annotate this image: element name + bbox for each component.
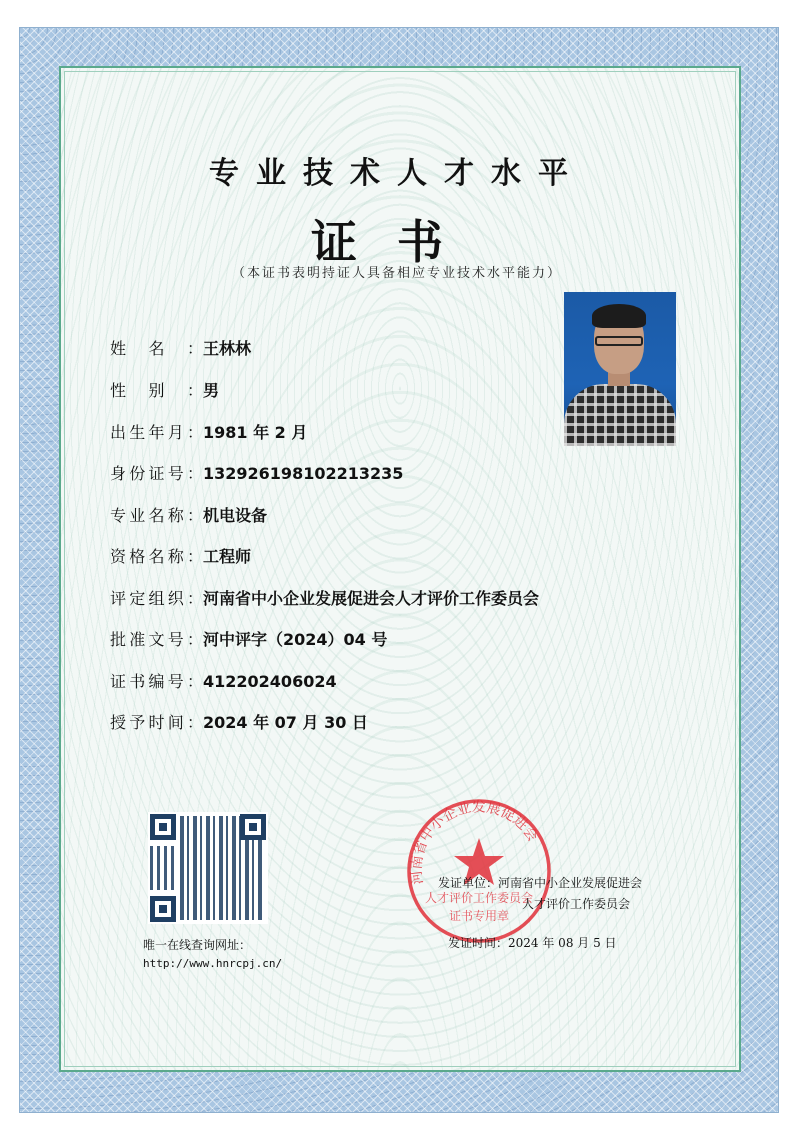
field-value: 412202406024 xyxy=(203,672,337,691)
certificate-title-line1: 专业技术人才水平 xyxy=(209,156,585,191)
issue-date xyxy=(448,934,617,951)
query-url[interactable]: http://www.hnrcpj.cn/ xyxy=(143,957,283,970)
field-value: 132926198102213235 xyxy=(203,464,404,483)
field-organization xyxy=(110,586,539,609)
field-value: 工程师 xyxy=(203,547,252,566)
field-label: 出生年月： xyxy=(110,423,203,442)
field-label: 证书编号： xyxy=(110,672,203,691)
field-label: 姓名： xyxy=(110,339,203,358)
query-label: 唯一在线查询网址： xyxy=(143,938,252,952)
field-qualification xyxy=(110,544,251,567)
field-label: 批准文号： xyxy=(110,630,203,649)
certificate-title-line2: 证书 xyxy=(311,215,483,269)
field-id-number xyxy=(110,461,403,484)
issuer-unit xyxy=(438,874,642,891)
field-value: 男 xyxy=(203,381,220,400)
issue-date-label: 发证时间： xyxy=(448,936,509,950)
seal-inner-text: 人才评价工作委员会 xyxy=(424,891,534,905)
issue-date-value: 2024 年 08 月 5 日 xyxy=(508,936,617,950)
field-grant-date xyxy=(110,710,368,733)
field-label: 身份证号： xyxy=(110,464,203,483)
holder-photo xyxy=(564,292,676,446)
field-specialty xyxy=(110,503,267,526)
field-label: 专业名称： xyxy=(110,506,203,525)
field-value: 王林林 xyxy=(203,339,252,358)
field-value: 1981 年 2 月 xyxy=(203,423,308,442)
field-value: 机电设备 xyxy=(203,506,268,525)
seal-bottom-text: 证书专用章 xyxy=(448,909,510,923)
field-value: 河中评字（2024）04 号 xyxy=(203,630,388,649)
field-label: 性别： xyxy=(110,381,203,400)
field-certificate-number xyxy=(110,669,337,692)
issuer-unit-label: 发证单位： xyxy=(438,876,499,890)
seal-outer-text: 河南省中小企业发展促进会 xyxy=(408,799,541,886)
issuer-unit-line2: 人才评价工作委员会 xyxy=(522,897,631,911)
field-birth xyxy=(110,420,307,443)
field-gender xyxy=(110,378,219,401)
field-value: 2024 年 07 月 30 日 xyxy=(203,713,368,732)
certificate-subtitle: （本证书表明持证人具备相应专业技术水平能力） xyxy=(231,266,562,281)
field-approval-number xyxy=(110,627,387,650)
official-seal xyxy=(404,796,554,946)
field-label: 资格名称： xyxy=(110,547,203,566)
field-label: 评定组织： xyxy=(110,589,203,608)
field-label: 授予时间： xyxy=(110,713,203,732)
issuer-unit-line1: 河南省中小企业发展促进会 xyxy=(498,876,643,890)
qr-code[interactable] xyxy=(148,812,268,924)
field-name xyxy=(110,336,251,359)
field-value: 河南省中小企业发展促进会人才评价工作委员会 xyxy=(203,589,540,608)
